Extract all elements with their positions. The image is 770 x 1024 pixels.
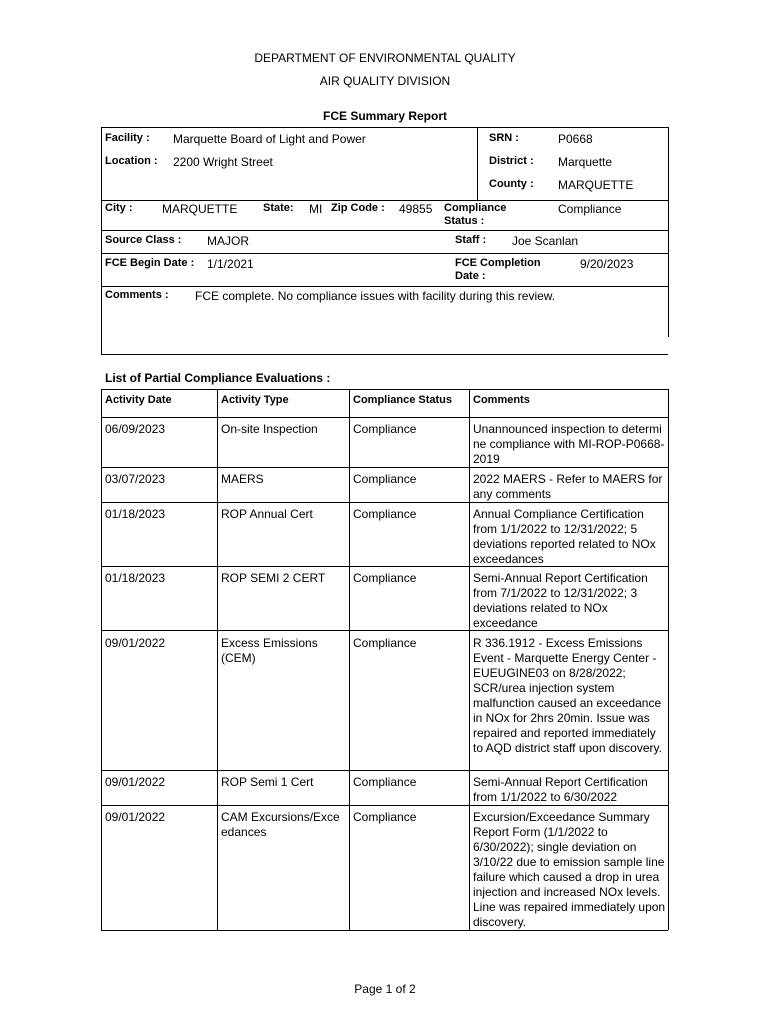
row-type: Excess Emissions (CEM) [221,636,318,665]
row-date: 01/18/2023 [105,507,166,521]
page-number: Page 1 of 2 [354,982,416,996]
col-header-activity-date: Activity Date [105,394,172,406]
srn-label: SRN : [489,132,519,144]
row-comments: Semi-Annual Report Certification from 7/1/2022 to 12/31/2022; 3 deviations related to NOx exceedance [473,571,648,630]
row-status: Compliance [353,472,417,486]
city-value: MARQUETTE [162,202,238,216]
staff-label: Staff : [455,234,487,246]
staff-value: Joe Scanlan [512,234,579,248]
row-type: ROP Semi 1 Cert [221,775,314,789]
fce-completion-label-2: Date : [455,270,486,282]
fce-begin-label: FCE Begin Date : [105,257,195,269]
row-date: 09/01/2022 [105,810,166,824]
row-comments: 2022 MAERS - Refer to MAERS for any comments [473,472,663,501]
district-value: Marquette [558,155,613,169]
row-type: ROP SEMI 2 CERT [221,571,326,585]
row-comments: Annual Compliance Certification from 1/1/2022 to 12/31/2022; 5 deviations reported related to NOx exceedances [473,507,656,566]
comments-label: Comments : [105,289,169,301]
department-title: DEPARTMENT OF ENVIRONMENTAL QUALITY [254,51,516,65]
county-value: MARQUETTE [558,178,634,192]
fce-completion-value: 9/20/2023 [580,257,634,271]
pce-section-title: List of Partial Compliance Evaluations : [105,371,331,385]
county-label: County : [489,178,534,190]
row-status: Compliance [353,810,417,824]
row-status: Compliance [353,507,417,521]
district-label: District : [489,155,534,167]
col-header-compliance-status: Compliance Status [353,394,453,406]
row-date: 06/09/2023 [105,422,166,436]
source-class-value: MAJOR [207,234,249,248]
row-date: 03/07/2023 [105,472,166,486]
compliance-status-label-1: Compliance [444,202,507,214]
compliance-status-label-2: Status : [444,215,485,227]
city-label: City : [105,202,133,214]
location-label: Location : [105,155,158,167]
row-type: On-site Inspection [221,422,318,436]
facility-value: Marquette Board of Light and Power [173,132,366,146]
location-value: 2200 Wright Street [173,155,273,169]
row-status: Compliance [353,422,417,436]
fce-completion-label-1: FCE Completion [455,257,541,269]
row-status: Compliance [353,636,417,650]
row-type: ROP Annual Cert [221,507,313,521]
row-comments: R 336.1912 - Excess Emissions Event - Marquette Energy Center - EUEUGINE03 on 8/28/2022; SCR/urea injection system malfunction caused an exceedance in NOx for 2hrs 20min. Issue was repaired and reported immediately to AQD district staff upon discovery. [473,636,662,755]
compliance-status-value: Compliance [558,202,622,216]
division-title: AIR QUALITY DIVISION [319,74,451,88]
row-comments: Semi-Annual Report Certification from 1/1/2022 to 6/30/2022 [473,775,648,804]
zip-label: Zip Code : [331,202,385,214]
row-date: 09/01/2022 [105,636,166,650]
facility-label: Facility : [105,132,150,144]
state-value: MI [309,202,323,216]
fce-begin-value: 1/1/2021 [207,257,254,271]
row-status: Compliance [353,571,417,585]
report-title: FCE Summary Report [322,109,448,123]
row-type: MAERS [221,472,264,486]
srn-value: P0668 [558,132,593,146]
comments-value: FCE complete. No compliance issues with facility during this review. [195,289,556,303]
row-comments: Excursion/Exceedance Summary Report Form (1/1/2022 to 6/30/2022); single deviation on 3/10/22 due to emission sample line failure which caused a drop in urea injection and increased NOx levels. Line was repaired immediately upon discovery. [473,810,666,929]
row-comments: Unannounced inspection to determine compliance with MI-ROP-P0668-2019 [473,422,665,466]
zip-value: 49855 [399,202,433,216]
row-date: 09/01/2022 [105,775,166,789]
row-status: Compliance [353,775,417,789]
col-header-activity-type: Activity Type [221,394,289,406]
state-label: State: [263,202,294,214]
col-header-comments: Comments [473,394,530,406]
row-type: CAM Excursions/Exceedances [221,810,340,839]
row-date: 01/18/2023 [105,571,166,585]
source-class-label: Source Class : [105,234,182,246]
